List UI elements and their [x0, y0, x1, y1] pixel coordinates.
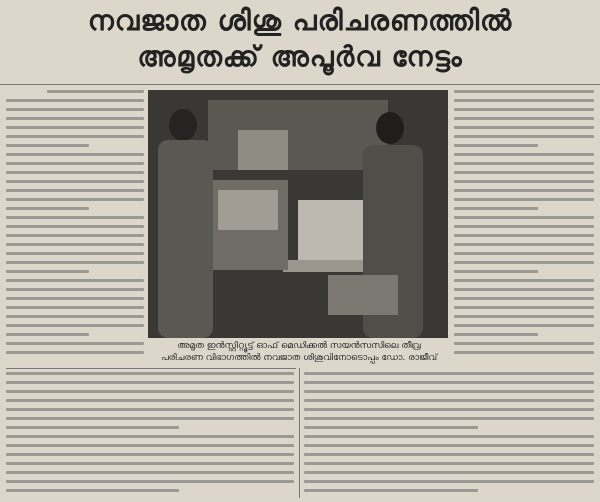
text-line-placeholder	[6, 135, 144, 138]
text-line-placeholder	[6, 216, 144, 219]
text-line-placeholder	[454, 198, 594, 201]
text-line-placeholder	[6, 99, 144, 102]
text-line-placeholder	[6, 471, 294, 474]
text-line-placeholder	[304, 462, 594, 465]
text-line-placeholder	[6, 162, 144, 165]
text-line-placeholder	[454, 315, 594, 318]
text-line-placeholder	[454, 99, 594, 102]
news-photo-graphic	[148, 90, 448, 338]
photo-caption	[150, 340, 448, 364]
headline-line-2: അമൃതക്ക് അപൂർവ നേട്ടം	[137, 40, 463, 73]
text-line-placeholder	[6, 306, 144, 309]
news-photo	[148, 90, 448, 338]
text-line-placeholder	[6, 117, 144, 120]
text-line-placeholder	[454, 342, 594, 345]
text-line-placeholder	[6, 234, 144, 237]
text-line-placeholder	[454, 207, 538, 210]
text-line-placeholder	[454, 324, 594, 327]
text-line-placeholder	[6, 288, 144, 291]
article-column-left-bottom	[6, 372, 294, 498]
text-line-placeholder	[6, 171, 144, 174]
text-line-placeholder	[454, 234, 594, 237]
text-line-placeholder	[6, 489, 179, 492]
text-line-placeholder	[304, 426, 478, 429]
text-line-placeholder	[6, 189, 144, 192]
text-line-placeholder	[6, 144, 89, 147]
text-line-placeholder	[6, 408, 294, 411]
text-line-placeholder	[304, 480, 594, 483]
text-line-placeholder	[6, 225, 144, 228]
text-line-placeholder	[6, 372, 294, 375]
text-line-placeholder	[6, 333, 89, 336]
text-line-placeholder	[6, 207, 89, 210]
text-line-placeholder	[454, 279, 594, 282]
text-line-placeholder	[6, 351, 144, 354]
text-line-placeholder	[6, 435, 294, 438]
text-line-placeholder	[454, 189, 594, 192]
text-line-placeholder	[304, 471, 594, 474]
text-line-placeholder	[454, 126, 594, 129]
headline-line-1: നവജാത ശിശു പരിചരണത്തിൽ	[87, 4, 513, 37]
text-line-placeholder	[454, 288, 594, 291]
text-line-placeholder	[454, 333, 538, 336]
text-line-placeholder	[6, 417, 294, 420]
text-line-placeholder	[454, 270, 538, 273]
text-line-placeholder	[454, 243, 594, 246]
text-line-placeholder	[6, 126, 144, 129]
text-line-placeholder	[6, 324, 144, 327]
text-line-placeholder	[6, 480, 294, 483]
text-line-placeholder	[304, 381, 594, 384]
text-line-placeholder	[454, 216, 594, 219]
text-line-placeholder	[304, 444, 594, 447]
photo-caption-line-1: അമൃത ഇൻസ്റ്റിറ്റ്യൂട്ട് ഓഫ് മെഡിക്കൽ സയൻസസിലെ തീവ്ര	[177, 341, 421, 351]
text-line-placeholder	[6, 342, 144, 345]
text-line-placeholder	[454, 180, 594, 183]
text-line-placeholder	[6, 261, 144, 264]
text-line-placeholder	[304, 435, 594, 438]
text-line-placeholder	[454, 297, 594, 300]
text-line-placeholder	[304, 372, 594, 375]
text-line-placeholder	[454, 351, 594, 354]
text-line-placeholder	[6, 453, 294, 456]
text-line-placeholder	[454, 306, 594, 309]
text-line-placeholder	[304, 399, 594, 402]
text-line-placeholder	[6, 108, 144, 111]
text-line-placeholder	[454, 90, 594, 93]
text-line-placeholder	[304, 417, 594, 420]
text-line-placeholder	[6, 297, 144, 300]
text-line-placeholder	[454, 261, 594, 264]
text-line-placeholder	[6, 444, 294, 447]
text-line-placeholder	[454, 252, 594, 255]
column-rule-lower	[6, 368, 296, 369]
text-line-placeholder	[304, 390, 594, 393]
text-line-placeholder	[6, 279, 144, 282]
text-line-placeholder	[304, 453, 594, 456]
text-line-placeholder	[6, 381, 294, 384]
article-column-left-top	[6, 90, 144, 360]
text-line-placeholder	[6, 252, 144, 255]
text-line-placeholder	[6, 426, 179, 429]
photo-caption-line-2: പരിചരണ വിഭാഗത്തിൽ നവജാത ശിശുവിനോടൊപ്പം ഡോ. രാജീവ്	[160, 353, 438, 363]
text-line-placeholder	[47, 90, 144, 93]
text-line-placeholder	[454, 225, 594, 228]
text-line-placeholder	[6, 399, 294, 402]
text-line-placeholder	[6, 390, 294, 393]
text-line-placeholder	[454, 171, 594, 174]
text-line-placeholder	[6, 153, 144, 156]
text-line-placeholder	[6, 243, 144, 246]
text-line-placeholder	[6, 198, 144, 201]
text-line-placeholder	[454, 108, 594, 111]
text-line-placeholder	[6, 270, 89, 273]
column-divider	[299, 368, 300, 498]
text-line-placeholder	[6, 180, 144, 183]
article-column-right-top	[454, 90, 594, 360]
text-line-placeholder	[454, 117, 594, 120]
text-line-placeholder	[454, 144, 538, 147]
text-line-placeholder	[304, 408, 594, 411]
headline-rule	[0, 84, 600, 85]
text-line-placeholder	[304, 489, 478, 492]
text-line-placeholder	[6, 315, 144, 318]
text-line-placeholder	[454, 135, 594, 138]
text-line-placeholder	[454, 162, 594, 165]
text-line-placeholder	[6, 462, 294, 465]
article-column-right-bottom	[304, 372, 594, 498]
text-line-placeholder	[454, 153, 594, 156]
